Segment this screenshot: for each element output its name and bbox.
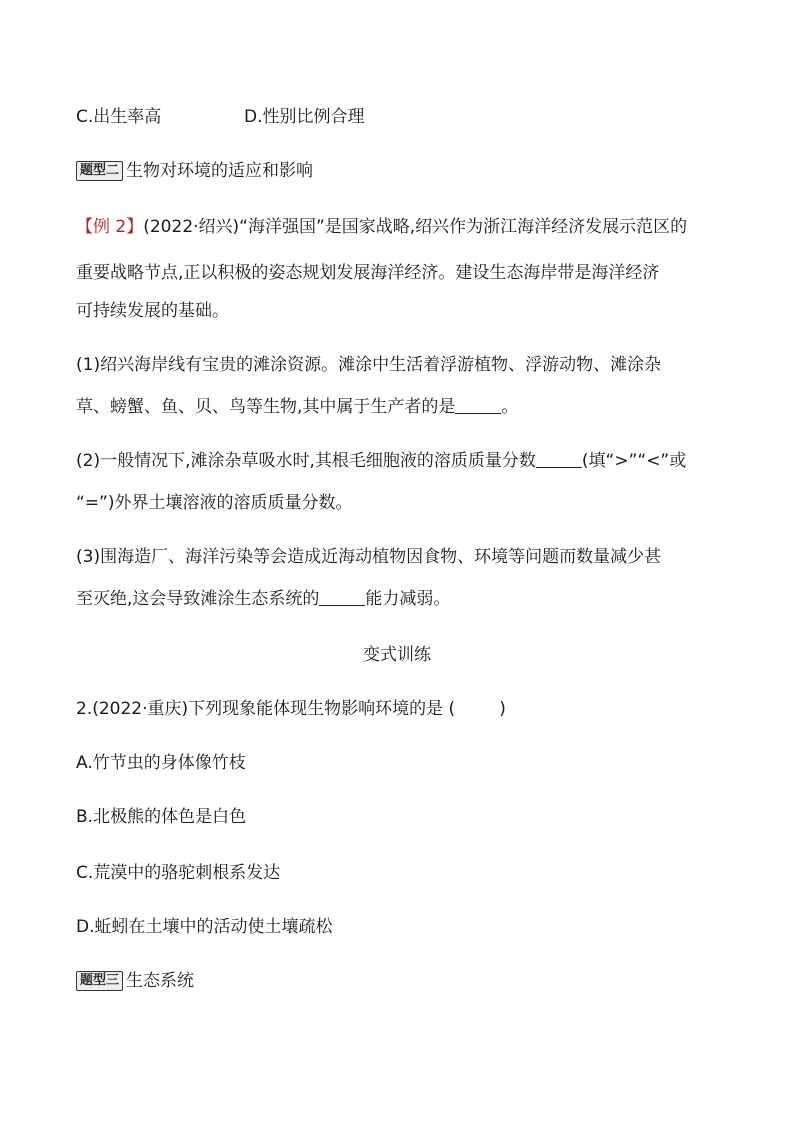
question-text: 能力减弱。	[365, 589, 451, 609]
question-text: (填“>”“<”或	[581, 451, 687, 471]
answer-blank[interactable]	[536, 451, 582, 468]
option-b: B.北极熊的体色是白色	[76, 807, 247, 827]
answer-blank[interactable]	[455, 397, 501, 414]
section-title: 生态系统	[126, 971, 195, 991]
option-d-prev: D.性别比例合理	[244, 107, 365, 127]
question-3-line: (3)围海造厂、海洋污染等会造成近海动植物因食物、环境等问题而数量减少甚	[76, 547, 662, 567]
variant-heading: 变式训练	[363, 645, 431, 665]
question-text: 草、螃蟹、鱼、贝、鸟等生物,其中属于生产者的是	[76, 397, 456, 417]
section-header-3	[76, 970, 194, 992]
question-stem: 2.(2022·重庆)下列现象能体现生物影响环境的是 (	[76, 699, 456, 719]
question-1-line: (1)绍兴海岸线有宝贵的滩涂资源。滩涂中生活着浮游植物、浮游动物、滩涂杂	[76, 355, 662, 375]
example-text: (2022·绍兴)“海洋强国”是国家战略,绍兴作为浙江海洋经济发展示范区的	[143, 217, 688, 237]
option-c-prev: C.出生率高	[76, 107, 162, 127]
question-stem-end: )	[499, 699, 506, 719]
example-tag: 【例 2】	[76, 217, 144, 237]
answer-blank[interactable]	[319, 589, 365, 606]
section-badge: 题型三	[76, 971, 123, 991]
option-d: D.蚯蚓在土壤中的活动使土壤疏松	[76, 917, 333, 937]
question-text: 至灭绝,这会导致滩涂生态系统的	[76, 589, 320, 609]
question-2-line: “=”)外界土壤溶液的溶质质量分数。	[76, 493, 353, 513]
section-badge: 题型二	[76, 161, 123, 181]
question-2-line	[76, 450, 686, 472]
section-header-2	[76, 160, 313, 182]
option-c: C.荒漠中的骆驼刺根系发达	[76, 863, 281, 883]
question-text: 。	[501, 397, 519, 417]
section-title: 生物对环境的适应和影响	[126, 161, 314, 181]
example-line	[76, 216, 687, 238]
question-text: (2)一般情况下,滩涂杂草吸水时,其根毛细胞液的溶质质量分数	[76, 451, 536, 471]
option-a: A.竹节虫的身体像竹枝	[76, 753, 246, 773]
question-3-line	[76, 588, 450, 610]
example-line: 重要战略节点,正以积极的姿态规划发展海洋经济。建设生态海岸带是海洋经济	[76, 263, 660, 283]
variant-question-2	[76, 698, 506, 720]
question-1-line	[76, 396, 518, 418]
example-line: 可持续发展的基础。	[76, 301, 229, 321]
